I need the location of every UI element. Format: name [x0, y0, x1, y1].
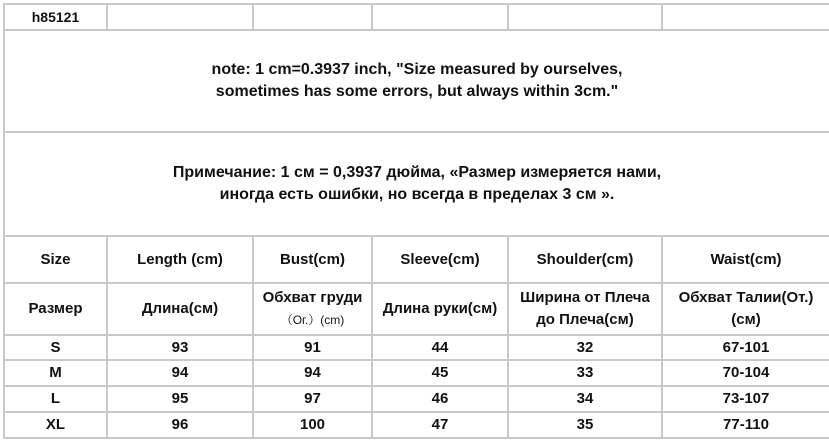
header-shoulder-ru-line-2: до Плеча(см)	[536, 311, 634, 328]
header-bust-ru-line-2: （Ог.）(cm)	[280, 313, 345, 327]
waist-value: 77-110	[662, 412, 829, 438]
header-shoulder-ru-line-1: Ширина от Плеча	[520, 289, 650, 306]
note-english-line-1: note: 1 cm=0.3937 inch, "Size measured by ourselves,	[211, 61, 623, 78]
sleeve-value: 44	[372, 335, 508, 360]
table-row	[4, 360, 829, 386]
header-waist-ru-line-2: (см)	[731, 311, 761, 328]
shoulder-value: 34	[508, 386, 662, 412]
table-row	[4, 335, 829, 360]
header-waist-ru	[662, 283, 829, 335]
note-english-line-2: sometimes has some errors, but always within 3cm."	[215, 83, 619, 100]
header-shoulder: Shoulder(cm)	[508, 236, 662, 283]
header-bust-ru-line-1: Обхват груди	[262, 289, 363, 306]
waist-value: 67-101	[662, 335, 829, 360]
length-value: 95	[107, 386, 253, 412]
header-waist-ru-line-1: Обхват Талии(От.)	[678, 289, 814, 306]
length-value: 94	[107, 360, 253, 386]
note-russian-line-1: Примечание: 1 см = 0,3937 дюйма, «Размер измеряется нами,	[172, 164, 662, 181]
empty-cell	[662, 4, 829, 30]
header-sleeve-ru: Длина руки(см)	[372, 283, 508, 335]
length-value: 96	[107, 412, 253, 438]
empty-cell	[508, 4, 662, 30]
empty-cell	[253, 4, 372, 30]
note-russian	[4, 132, 829, 236]
header-length-ru: Длина(см)	[107, 283, 253, 335]
empty-cell	[372, 4, 508, 30]
header-waist: Waist(cm)	[662, 236, 829, 283]
header-bust-ru	[253, 283, 372, 335]
header-size-ru: Размер	[4, 283, 107, 335]
header-shoulder-ru	[508, 283, 662, 335]
sleeve-value: 46	[372, 386, 508, 412]
header-row-ru	[4, 283, 829, 335]
table-row	[4, 412, 829, 438]
header-sleeve: Sleeve(cm)	[372, 236, 508, 283]
shoulder-value: 35	[508, 412, 662, 438]
waist-value: 70-104	[662, 360, 829, 386]
header-bust: Bust(cm)	[253, 236, 372, 283]
note-en-row	[4, 30, 829, 132]
waist-value: 73-107	[662, 386, 829, 412]
code-row	[4, 4, 829, 30]
size-chart-table	[3, 3, 829, 439]
size-value: M	[4, 360, 107, 386]
size-value: XL	[4, 412, 107, 438]
note-ru-row	[4, 132, 829, 236]
bust-value: 97	[253, 386, 372, 412]
sleeve-value: 45	[372, 360, 508, 386]
empty-cell	[107, 4, 253, 30]
header-length: Length (cm)	[107, 236, 253, 283]
length-value: 93	[107, 335, 253, 360]
header-size: Size	[4, 236, 107, 283]
bust-value: 91	[253, 335, 372, 360]
header-row-en	[4, 236, 829, 283]
bust-value: 94	[253, 360, 372, 386]
shoulder-value: 32	[508, 335, 662, 360]
sleeve-value: 47	[372, 412, 508, 438]
size-value: S	[4, 335, 107, 360]
note-russian-line-2: иногда есть ошибки, но всегда в пределах 3 см ».	[219, 186, 615, 203]
table-row	[4, 386, 829, 412]
product-code: h85121	[4, 4, 107, 30]
note-english	[4, 30, 829, 132]
shoulder-value: 33	[508, 360, 662, 386]
bust-value: 100	[253, 412, 372, 438]
size-value: L	[4, 386, 107, 412]
